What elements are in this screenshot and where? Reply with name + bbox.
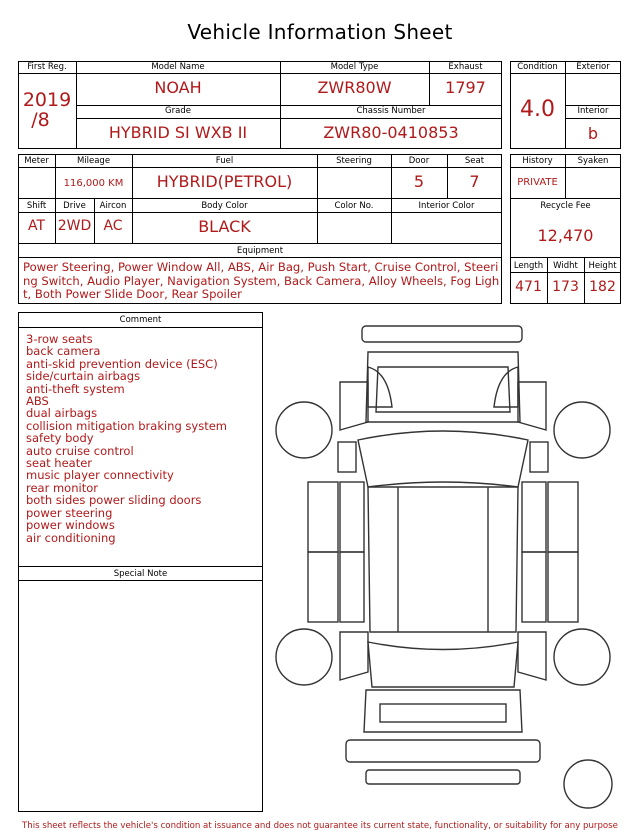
door-label: Door: [408, 156, 430, 166]
comment-item: collision mitigation braking system: [26, 418, 227, 433]
mileage-value: 116,000 KM: [63, 178, 124, 189]
first-reg-label: First Reg.: [27, 62, 67, 72]
exhaust-label: Exhaust: [448, 62, 483, 72]
aircon-label: Aircon: [99, 201, 127, 211]
body-color-label: Body Color: [201, 201, 248, 211]
meter-label: Meter: [24, 156, 49, 166]
footer-disclaimer: This sheet reflects the vehicle's condition at issuance and does not guarantee its current state, functionality, or suitability for any purpose: [22, 821, 618, 831]
model-type-value: ZWR80W: [317, 78, 392, 97]
car-damage-diagram: [268, 312, 628, 817]
seat-label: Seat: [464, 156, 485, 166]
comment-item: dual airbags: [26, 406, 98, 421]
seat-value: 7: [469, 172, 480, 191]
sheet-title: Vehicle Information Sheet: [187, 20, 453, 44]
equipment-label: Equipment: [236, 246, 284, 256]
model-name-label: Model Name: [151, 62, 205, 72]
exhaust-value: 1797: [445, 78, 486, 97]
comment-item: anti-theft system: [26, 381, 125, 396]
comment-item: side/curtain airbags: [26, 369, 141, 384]
comment-item: auto cruise control: [26, 443, 134, 458]
history-label: History: [522, 156, 553, 166]
body-color-value: BLACK: [198, 217, 251, 236]
shift-value: AT: [27, 218, 46, 234]
interior-color-label: Interior Color: [418, 201, 475, 211]
length-value: 471: [515, 279, 542, 295]
width-value: 173: [552, 279, 579, 295]
comment-item: anti-skid prevention device (ESC): [26, 356, 218, 371]
comment-label: Comment: [119, 315, 162, 325]
shift-label: Shift: [26, 201, 47, 211]
condition-value: 4.0: [520, 97, 555, 122]
steering-label: Steering: [336, 156, 372, 166]
comment-item: music player connectivity: [26, 468, 174, 483]
aircon-value: AC: [103, 218, 123, 234]
comment-item: safety body: [26, 431, 94, 446]
fuel-value: HYBRID(PETROL): [156, 172, 293, 191]
comment-item: ABS: [26, 394, 49, 409]
comment-item: air conditioning: [26, 530, 116, 545]
height-label: Height: [588, 261, 617, 271]
special-note-label: Special Note: [113, 569, 168, 579]
drive-label: Drive: [63, 201, 86, 211]
recycle-fee-value: 12,470: [537, 226, 594, 245]
first-reg-year: 2019: [22, 89, 72, 111]
comment-item: rear monitor: [26, 480, 98, 495]
grade-value: HYBRID SI WXB II: [108, 123, 248, 142]
fuel-label: Fuel: [215, 156, 234, 166]
exterior-label: Exterior: [576, 62, 610, 72]
chassis-value: ZWR80-0410853: [323, 123, 459, 142]
length-label: Length: [513, 261, 544, 271]
recycle-fee-label: Recycle Fee: [540, 201, 591, 211]
model-type-label: Model Type: [330, 62, 379, 72]
grade-label: Grade: [165, 106, 191, 116]
width-label: Widht: [553, 261, 578, 271]
comment-item: power windows: [26, 518, 115, 533]
comment-item: both sides power sliding doors: [26, 493, 202, 508]
comment-list: [26, 333, 227, 544]
first-reg-month: /8: [31, 109, 50, 131]
drive-value: 2WD: [57, 218, 92, 234]
color-no-label: Color No.: [334, 201, 374, 211]
equipment-text: Power Steering, Power Window All, ABS, Air Bag, Push Start, Cruise Control, Steering Switch, Audio Player, Navigation System, Back Camera, Alloy Wheels, Fog Light, Both Power Slide Door, Rear Spoiler: [23, 260, 500, 301]
comment-item: power steering: [26, 505, 113, 520]
comment-item: 3-row seats: [26, 332, 93, 346]
comment-item: back camera: [26, 344, 101, 359]
interior-label: Interior: [577, 106, 609, 116]
door-value: 5: [413, 172, 425, 191]
chassis-label: Chassis Number: [356, 106, 426, 116]
condition-label: Condition: [517, 62, 558, 72]
syaken-label: Syaken: [577, 156, 609, 166]
height-value: 182: [589, 279, 616, 295]
model-name-value: NOAH: [154, 78, 202, 97]
comment-item: seat heater: [26, 456, 93, 471]
interior-value: b: [587, 124, 599, 143]
history-value: PRIVATE: [517, 177, 558, 188]
mileage-label: Mileage: [76, 156, 111, 166]
